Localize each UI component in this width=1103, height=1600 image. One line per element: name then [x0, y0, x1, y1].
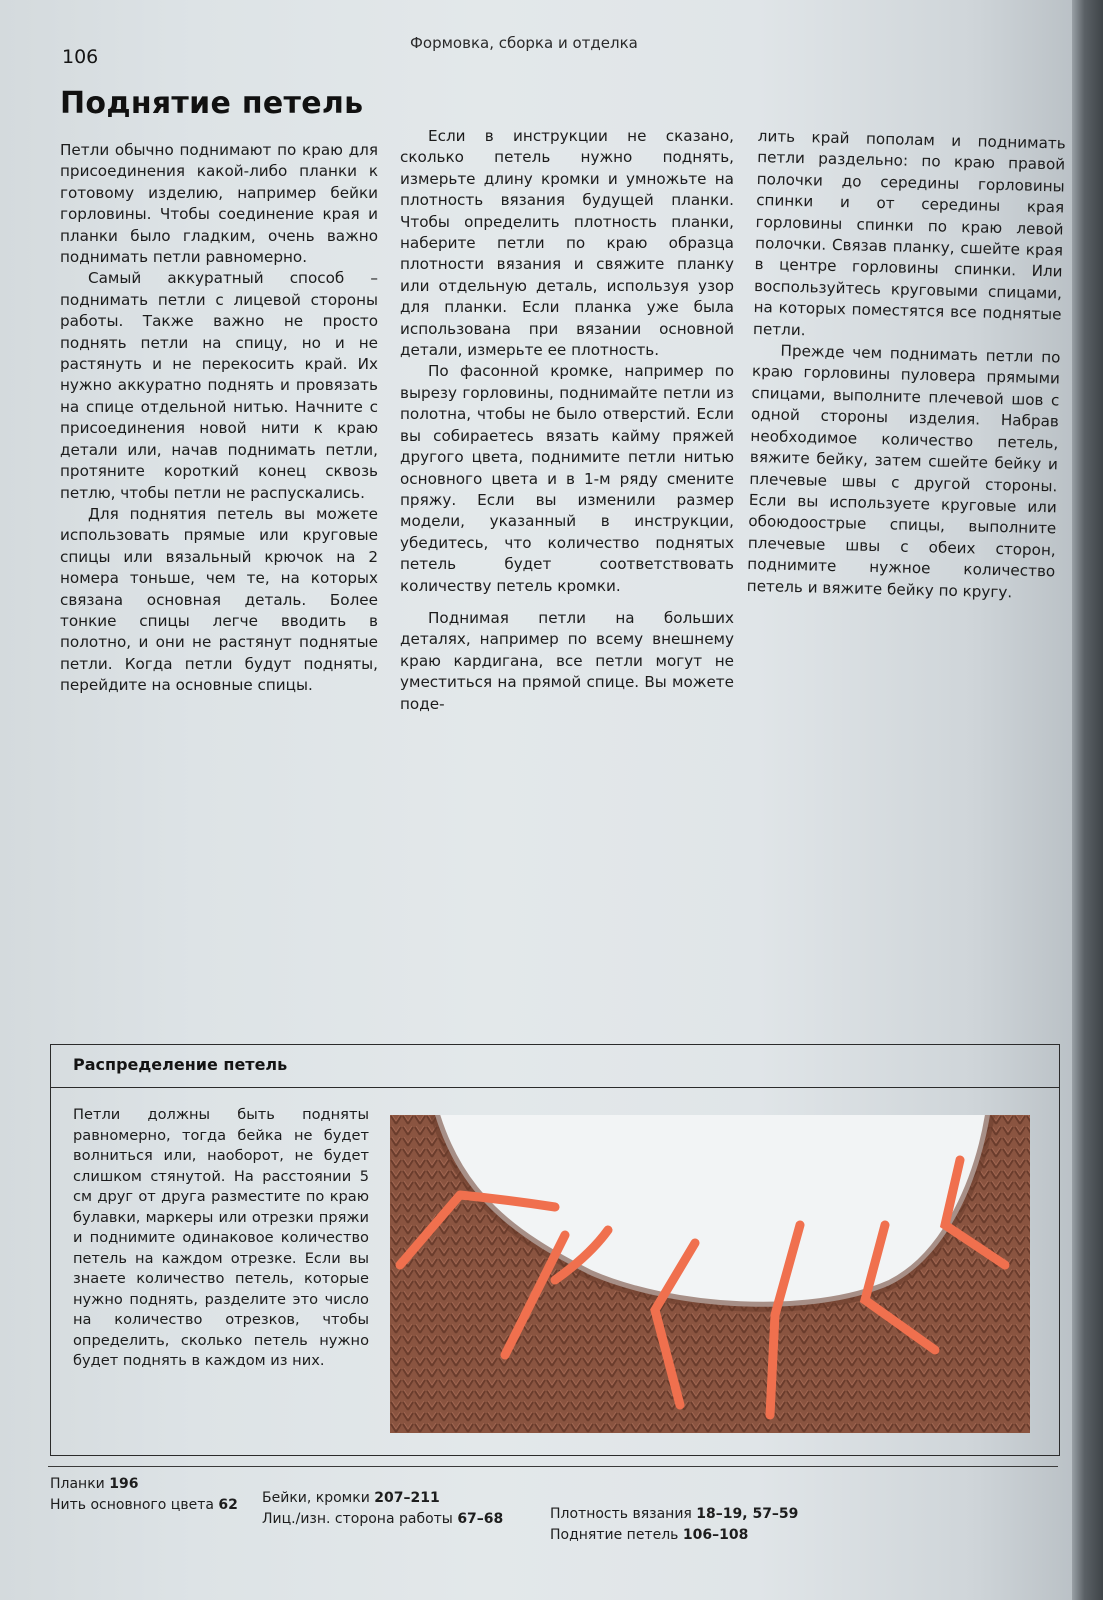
index-pages: 18–19, 57–59 — [696, 1506, 799, 1522]
footer-index-col-1 — [50, 1474, 238, 1516]
divider — [51, 1087, 1059, 1088]
footer-index-col-2 — [262, 1488, 503, 1530]
footer-divider — [48, 1466, 1058, 1467]
index-pages: 196 — [109, 1476, 139, 1492]
index-label: Лиц./изн. сторона работы — [262, 1511, 453, 1527]
book-spine-shadow — [1072, 0, 1103, 1600]
text-column-1 — [60, 140, 378, 697]
index-entry — [50, 1474, 238, 1495]
index-entry — [262, 1488, 503, 1509]
running-head: Формовка, сборка и отделка — [410, 34, 638, 52]
sidebar-box-title: Распределение петель — [73, 1055, 288, 1074]
index-label: Бейки, кромки — [262, 1490, 370, 1506]
page-title: Поднятие петель — [60, 86, 364, 121]
index-pages: 67–68 — [457, 1511, 504, 1527]
paragraph: Петли обычно поднимают по краю для присоединения какой-либо планки к готовому изделию, например бейки горловины. Чтобы соединение края и планки было гладким, очень важно поднимать петли равномерно. — [60, 141, 378, 267]
index-label: Планки — [50, 1476, 105, 1492]
sidebar-box-text: Петли должны быть подняты равномерно, тогда бейка не будет волниться или, наоборот, не будет слишком стянутой. На расстоянии 5 см друг от друга разместите по краю булавки, маркеры или отрезки пряжи и поднимите одинаковое количество петель на каждом отрезке. Если вы знаете количество петель, которые нужно поднять, разделите это число на количество отрезков, чтобы определить, сколько петель нужно будет поднять в каждом из них. — [73, 1106, 369, 1369]
sidebar-box — [50, 1044, 1060, 1456]
index-label: Нить основного цвета — [50, 1497, 214, 1513]
text-column-2 — [400, 126, 734, 715]
index-pages: 106–108 — [682, 1527, 749, 1543]
paragraph: Самый аккуратный способ – поднимать петли с лицевой стороны работы. Также важно не просто поднять петли на спицу, но и не растянуть и не перекосить край. Их нужно аккуратно поднять и провязать на спице отдельной нитью. Начните с присоединения новой нити к краю детали или, начав поднимать петли, протяните короткий конец сквозь петлю, чтобы петли не распускались. — [60, 269, 378, 502]
index-entry — [262, 1509, 503, 1530]
text-column-3 — [746, 126, 1065, 604]
paragraph: Для поднятия петель вы можете использовать прямые или круговые спицы или вязальный крючок на 2 номера тоньше, чем те, на которых связана основная деталь. Более тонкие спицы легче вводить в полотно, и они не растянут поднятые петли. Когда петли будут подняты, перейдите на основные спицы. — [60, 504, 378, 695]
page-number: 106 — [62, 46, 99, 68]
paragraph: Поднимая петли на больших деталях, например по всему внешнему краю кардигана, все петли могут не уместиться на прямой спице. Вы можете поде- — [400, 608, 734, 713]
paragraph: Прежде чем поднимать петли по краю горловины пуловера прямыми спицами, выполните плечевой шов с одной стороны изделия. Набрав необходимое количество петель, вяжите бейку, затем сшейте бейку и плечевые швы с другой стороны. Если вы используете круговые или обоюдоострые спицы, выполните плечевые швы с обеих сторон, поднимите нужное количество петель и вяжите бейку по кругу. — [746, 341, 1061, 601]
index-entry — [550, 1525, 798, 1546]
index-label: Поднятие петель — [550, 1527, 679, 1543]
index-entry — [550, 1504, 798, 1525]
footer-index-col-3 — [550, 1504, 798, 1546]
index-entry — [50, 1495, 238, 1516]
paragraph: Если в инструкции не сказано, сколько петель нужно поднять, измерьте длину кромки и умножьте на плотность вязания будущей планки. Чтобы определить плотность планки, наберите петли по краю образца плотности вязания и свяжите планку или отдельную деталь, используя узор для планки. Если планка уже была использована при вязании основной детали, измерьте ее плотность. — [400, 127, 734, 360]
knitted-neckline-photo — [390, 1115, 1030, 1433]
index-pages: 207–211 — [374, 1490, 440, 1506]
paragraph: По фасонной кромке, например по вырезу горловины, поднимайте петли из полотна, чтобы не было отверстий. Если вы собираетесь вязать кайму пряжей другого цвета, поднимите петли нитью основного цвета и в 1-м ряду смените пряжу. Если вы изменили размер модели, указанный в инструкции, убедитесь, что количество поднятых петель будет соответствовать количеству петель кромки. — [400, 362, 734, 595]
paragraph: лить край пополам и поднимать петли раздельно: по краю правой полочки до середины горловины спинки и от середины края горловины спинки по краю левой полочки. Связав планку, сшейте края в центре горловины спинки. Или воспользуйтесь круговыми спицами, на которых поместятся все поднятые петли. — [752, 126, 1066, 339]
index-label: Плотность вязания — [550, 1506, 692, 1522]
index-pages: 62 — [218, 1497, 238, 1513]
